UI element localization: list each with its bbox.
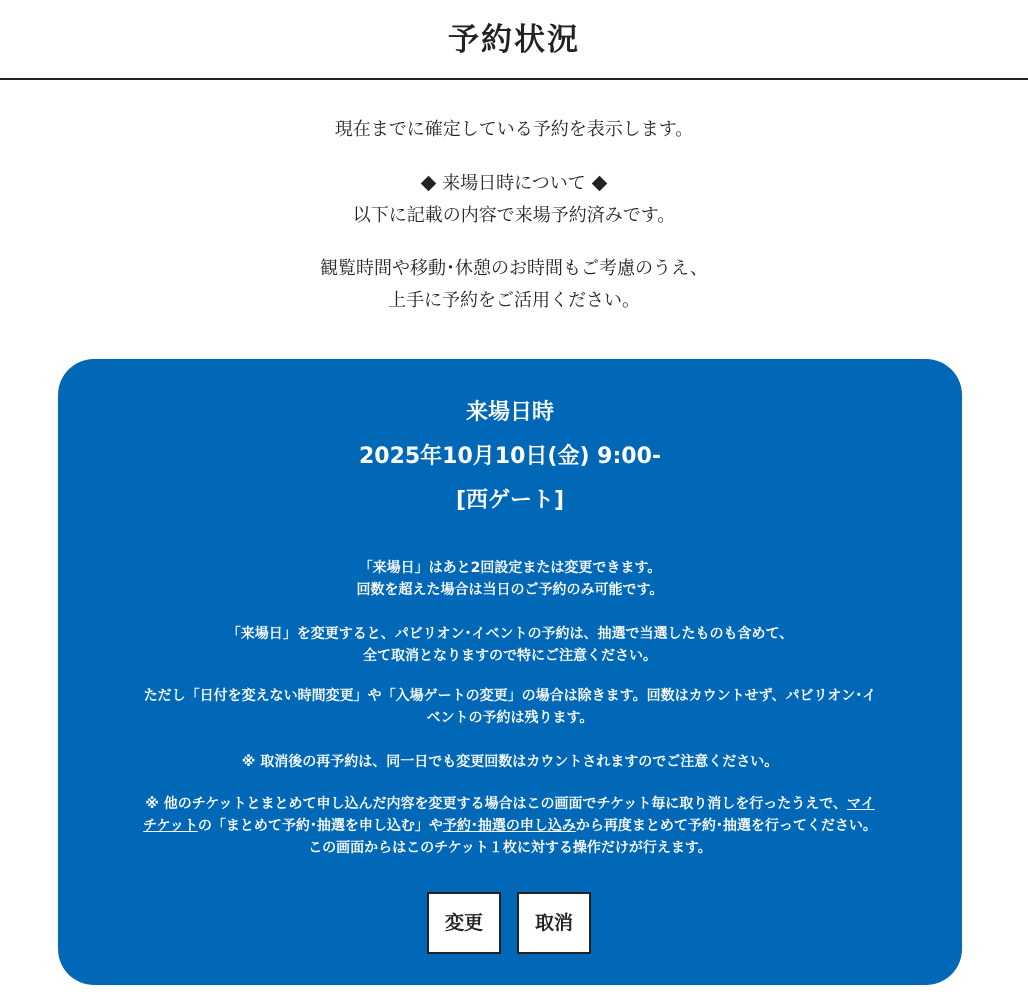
diamond-icon (592, 175, 608, 191)
notice-line: この画面からはこのチケット１枚に対する操作だけが行えます。 (308, 840, 712, 856)
apply-reservation-lottery-link[interactable]: 予約･抽選の申し込み (442, 818, 576, 834)
visit-info-heading (0, 168, 1028, 200)
notice-text: の「まとめて予約･抽選を申し込む」や (197, 818, 443, 834)
entry-gate: [西ゲート] (455, 488, 565, 513)
visit-datetime: 2025年10月10日(金) 9:00- (358, 444, 662, 469)
my-ticket-link[interactable]: マイ (846, 796, 875, 812)
change-button[interactable]: 変更 (427, 892, 501, 954)
intro-line: 以下に記載の内容で来場予約済みです。 (352, 205, 676, 226)
notice-line: ただし「日付を変えない時間変更」や「入場ゲートの変更」の場合は除きます。回数はカウントせず、パビリオン･イ (143, 688, 877, 704)
notice-text: から再度まとめて予約･抽選を行ってください。 (575, 818, 877, 834)
reservation-card (58, 359, 962, 985)
intro-text (0, 114, 1028, 146)
page-title: 予約状況 (448, 22, 580, 58)
notice-line: ※ 取消後の再予約は、同一日でも変更回数はカウントされますのでご注意ください。 (241, 754, 779, 770)
notice-line: 「来場日」はあと2回設定または変更できます。 (358, 560, 662, 576)
visit-info-block (0, 168, 1028, 232)
notice-line: ベントの予約は残ります。 (426, 710, 594, 726)
rebooking-notice (82, 751, 938, 773)
change-limit-notice (82, 557, 938, 601)
page-header (0, 0, 1028, 80)
notice-text: ※ 他のチケットとまとめて申し込んだ内容を変更する場合はこの画面でチケット毎に取り消しを行ったうえで、 (145, 796, 847, 812)
my-ticket-link[interactable]: チケット (143, 818, 198, 834)
intro-line: 上手に予約をご活用ください。 (388, 290, 640, 311)
cancellation-warning (82, 623, 938, 667)
intro-line: 観覧時間や移動･休憩のお時間もご考慮のうえ、 (319, 258, 709, 279)
visit-datetime-label: 来場日時 (465, 400, 554, 425)
intro-line: 現在までに確定している予約を表示します。 (334, 119, 694, 140)
notice-line: 「来場日」を変更すると、パビリオン･イベントの予約は、抽選で当選したものも含めて、 (226, 626, 794, 642)
notice-line (82, 815, 938, 837)
bundled-ticket-notice (82, 793, 938, 859)
visit-info-heading-label: 来場日時について (442, 173, 586, 194)
notice-line: 回数を超えた場合は当日のご予約のみ可能です。 (356, 582, 664, 598)
notice-line (82, 793, 938, 815)
advice-block (0, 253, 1028, 317)
cancel-button[interactable]: 取消 (517, 892, 591, 954)
notice-line: 全て取消となりますので特にご注意ください。 (363, 648, 657, 664)
time-change-exception-notice (82, 685, 938, 729)
diamond-icon (421, 175, 437, 191)
